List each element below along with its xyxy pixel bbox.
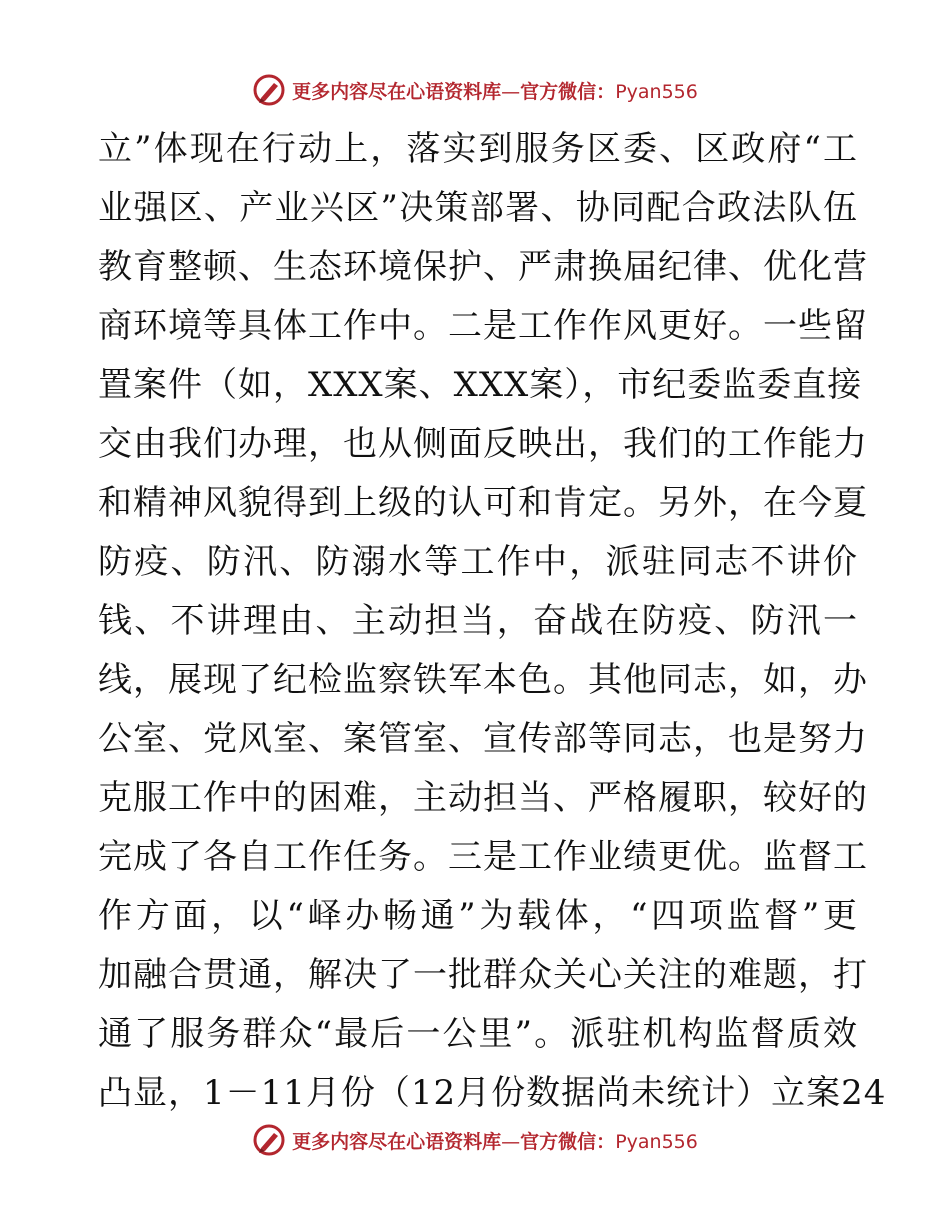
watermark-separator: —	[501, 1130, 521, 1153]
text-line: 凸显，1－11月份（12月份数据尚未统计）立案24	[98, 1073, 887, 1113]
text-line: 作方面，以“峄办畅通”为载体，“四项监督”更	[98, 896, 858, 936]
text-line: 和精神风貌得到上级的认可和肯定。另外，在今夏	[98, 483, 868, 523]
watermark-handle: Pyan556	[615, 1130, 698, 1153]
text-line: 线，展现了纪检监察铁军本色。其他同志，如，办	[98, 660, 868, 700]
watermark-text	[292, 1127, 698, 1154]
text-line: 完成了各自工作任务。三是工作业绩更优。监督工	[98, 837, 868, 877]
header-watermark	[0, 70, 950, 110]
text-line: 加融合贯通，解决了一批群众关心关注的难题，打	[98, 955, 868, 995]
text-line: 克服工作中的困难，主动担当、严格履职，较好的	[98, 778, 868, 818]
text-line: 钱、不讲理由、主动担当，奋战在防疫、防汛一	[98, 601, 858, 641]
footer-watermark	[0, 1120, 950, 1160]
pen-logo-icon	[252, 1123, 286, 1157]
watermark-title: 更多内容尽在心语资料库	[292, 1130, 502, 1153]
watermark-text	[292, 77, 698, 104]
text-line: 通了服务群众“最后一公里”。派驻机构监督质效	[98, 1014, 858, 1054]
text-line: 防疫、防汛、防溺水等工作中，派驻同志不讲价	[98, 542, 858, 582]
watermark-title: 更多内容尽在心语资料库	[292, 80, 502, 103]
text-line: 立”体现在行动上，落实到服务区委、区政府“工	[98, 129, 858, 169]
watermark-official: 官方微信：	[520, 80, 616, 103]
text-line: 公室、党风室、案管室、宣传部等同志，也是努力	[98, 719, 868, 759]
watermark-handle: Pyan556	[615, 80, 698, 103]
text-line: 教育整顿、生态环境保护、严肃换届纪律、优化营	[98, 247, 868, 287]
text-line: 置案件（如，XXX案、XXX案），市纪委监委直接	[98, 365, 863, 405]
watermark-official: 官方微信：	[520, 1130, 616, 1153]
text-line: 交由我们办理，也从侧面反映出，我们的工作能力	[98, 424, 868, 464]
text-line: 商环境等具体工作中。二是工作作风更好。一些留	[98, 306, 868, 346]
text-line: 业强区、产业兴区”决策部署、协同配合政法队伍	[98, 188, 858, 228]
watermark-separator: —	[501, 80, 521, 103]
document-body	[98, 120, 887, 1123]
pen-logo-icon	[252, 73, 286, 107]
